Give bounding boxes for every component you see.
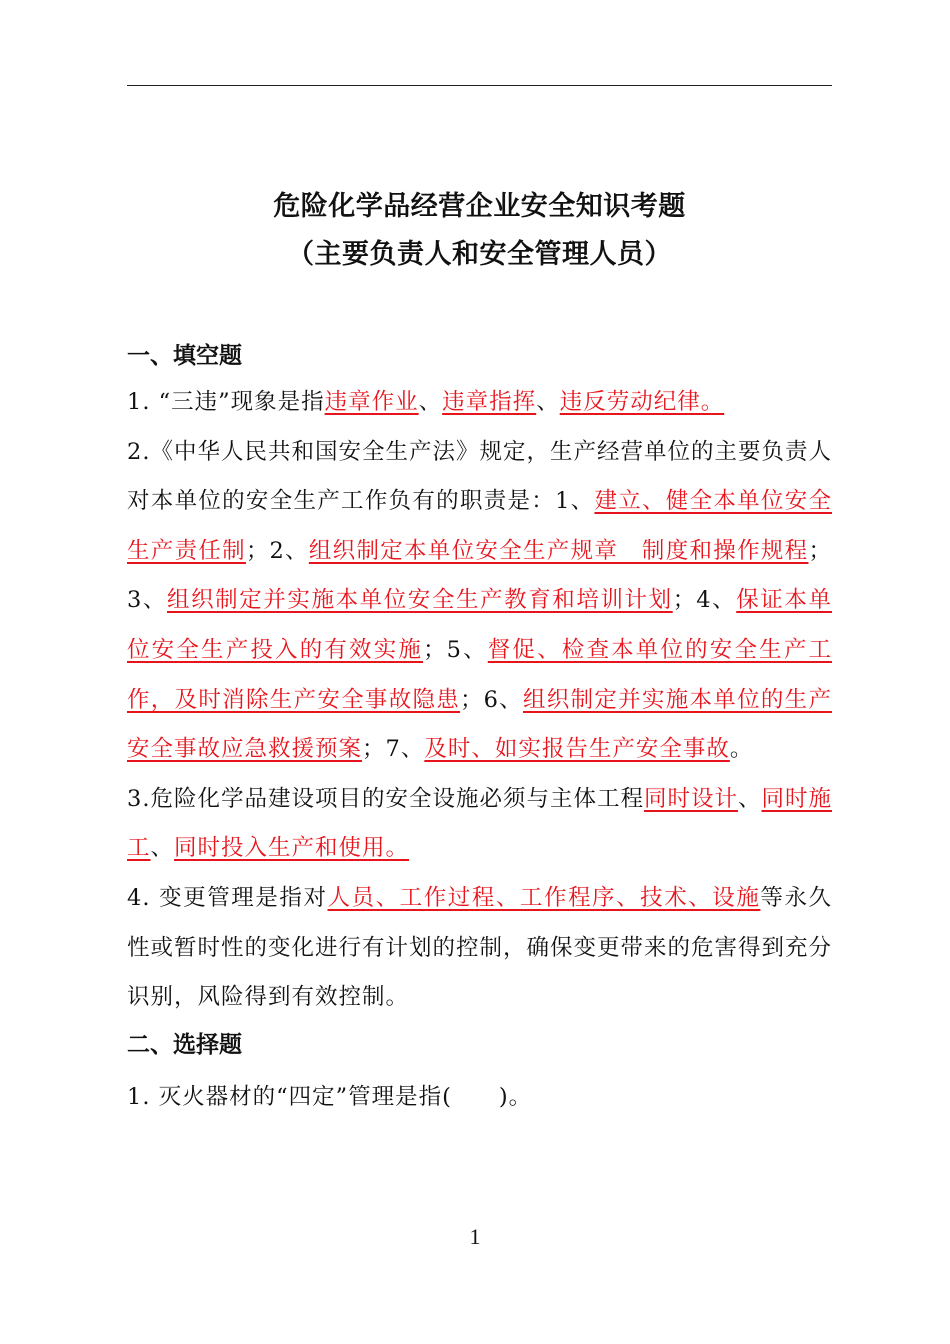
question-text: 3.危险化学品建设项目的安全设施必须与主体工程 <box>127 785 644 812</box>
question-text: 。 <box>729 736 754 763</box>
question-text: 2.《中华人民共和国安全生产法》规定，生产经营单位的主要负责人对本单位的安全生产工作负有的职责是：1、 <box>127 438 832 515</box>
choice-question-1: 1. 灭火器材的“四定”管理是指( )。 <box>127 1083 533 1110</box>
question-text: 、 <box>536 389 560 415</box>
answer-text: 违反劳动纪律。 <box>559 389 725 415</box>
answer-text: 建立、健全本单位安全生产责任制 <box>127 488 832 564</box>
question-text: 等永久性或暂时性的变化进行有计划的控制，确保变更带来的危害得到充分识别，风险得到有效控制。 <box>127 884 833 1011</box>
question-text: 、 <box>150 835 175 862</box>
document-subtitle: （主要负责人和安全管理人员） <box>287 239 672 270</box>
question-4 <box>127 874 832 1023</box>
answer-text: 违章指挥 <box>442 389 537 415</box>
answer-text: 同时投入生产和使用。 <box>174 835 410 862</box>
question-text: ；6、 <box>460 686 523 713</box>
page-number: 1 <box>469 1224 481 1249</box>
answer-text: 督促、检查本单位的安全生产工作，及时消除生产安全事故隐患 <box>127 636 832 713</box>
document-title: 危险化学品经营企业安全知识考题 <box>273 191 686 222</box>
answer-text: 人员、工作过程、工作程序、技术、设施 <box>327 884 761 911</box>
section-heading-multiple-choice: 二、选择题 <box>127 1031 242 1058</box>
question-text: 、 <box>418 389 443 415</box>
question-text: ；2、 <box>245 537 309 564</box>
question-text: ；4、 <box>672 587 737 614</box>
question-1 <box>127 378 832 428</box>
answer-text: 违章作业 <box>324 389 419 415</box>
answer-text: 组织制定并实施本单位安全生产教育和培训计划 <box>166 587 673 614</box>
question-text: ；5、 <box>423 636 488 663</box>
question-text: 、 <box>737 785 762 812</box>
question-text: 4. 变更管理是指对 <box>127 884 328 911</box>
question-3 <box>127 775 832 874</box>
section-heading-fill-blank: 一、填空题 <box>127 343 242 369</box>
answer-text: 及时、如实报告生产安全事故 <box>424 736 730 763</box>
answer-text: 保证本单位安全生产投入的有效实施 <box>127 587 832 663</box>
question-text: ；3、 <box>127 537 832 614</box>
answer-text: 组织制定本单位安全生产规章 制度和操作规程 <box>308 537 809 564</box>
answer-text: 组织制定并实施本单位的生产安全事故应急救援预案 <box>127 686 832 763</box>
answer-text: 同时施工 <box>127 785 833 862</box>
question-text: 1. “三违”现象是指 <box>127 389 325 415</box>
header-rule <box>127 85 832 86</box>
answer-text: 同时设计 <box>643 785 738 812</box>
question-2 <box>127 428 832 775</box>
document-body <box>127 334 832 1122</box>
question-text: ；7、 <box>362 736 425 763</box>
